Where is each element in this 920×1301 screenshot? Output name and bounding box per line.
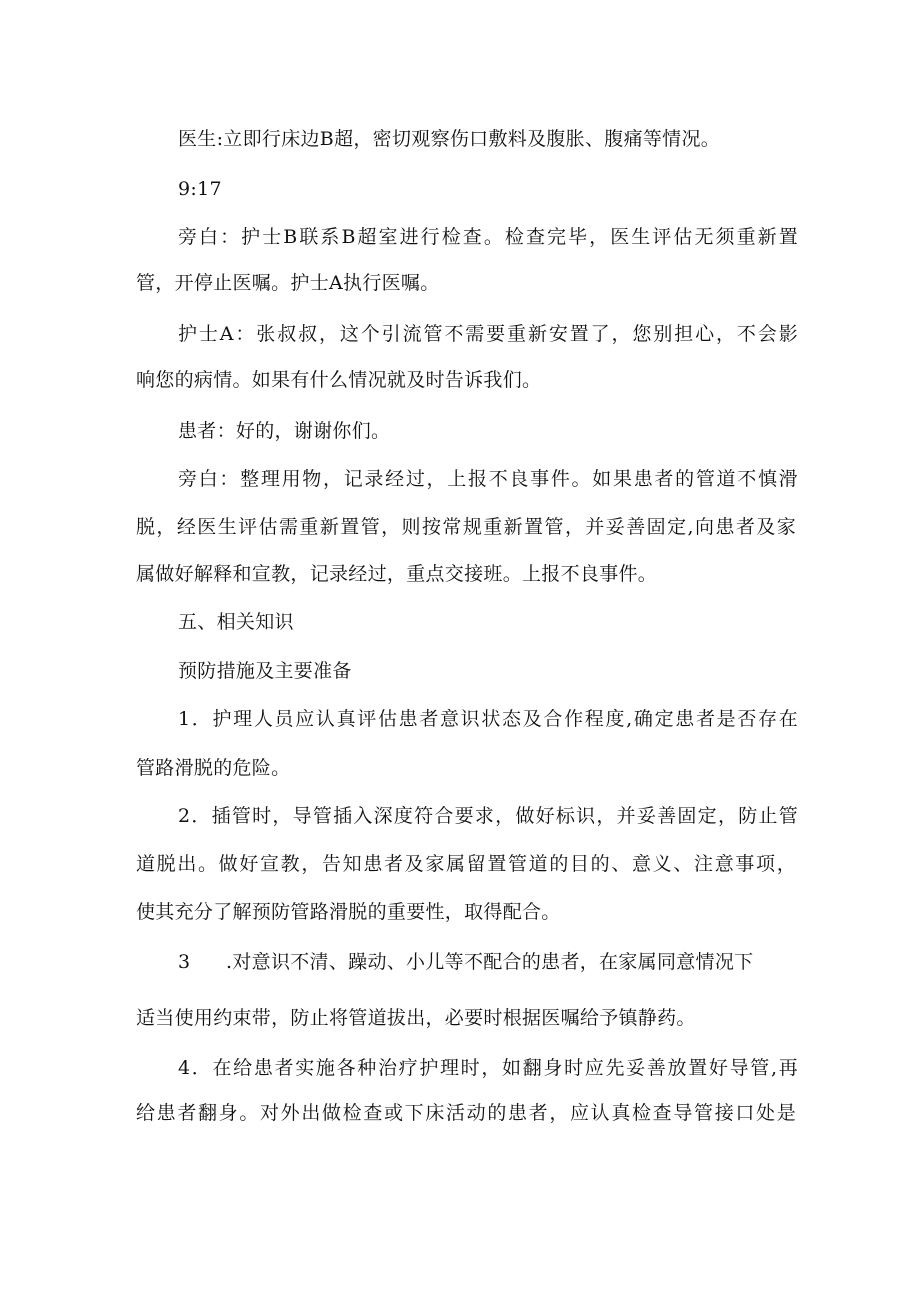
section-heading: 五、相关知识 <box>178 611 294 633</box>
item-3-line-2: 适当使用约束带，防止将管道拔出，必要时根据医嘱给予镇静药。 <box>136 1007 696 1029</box>
item-2-line-1: 2．插管时，导管插入深度符合要求，做好标识，并妥善固定，防止管 <box>178 805 798 827</box>
text-line-narration-2a: 旁白：整理用物，记录经过，上报不良事件。如果患者的管道不慎滑 <box>178 468 798 490</box>
item-3-line-1 <box>178 950 798 974</box>
item-2-line-2: 道脱出。做好宣教，告知患者及家属留置管道的目的、意义、注意事项， <box>136 853 796 875</box>
item-4-line-1: 4．在给患者实施各种治疗护理时，如翻身时应先妥善放置好导管,再 <box>178 1057 798 1079</box>
subsection-heading: 预防措施及主要准备 <box>178 660 352 682</box>
item-2-line-3: 使其充分了解预防管路滑脱的重要性，取得配合。 <box>136 901 561 923</box>
text-line-narration-2b: 脱，经医生评估需重新置管，则按常规重新置管，并妥善固定,向患者及家 <box>136 516 796 538</box>
item-1-line-2: 管路滑脱的危险。 <box>136 757 291 779</box>
text-line-doctor-order: 医生:立即行床边B超，密切观察伤口敷料及腹胀、腹痛等情况。 <box>178 128 721 150</box>
item-3-number: 3 <box>178 951 191 973</box>
text-line-patient: 患者：好的，谢谢你们。 <box>178 420 391 442</box>
text-line-narration-1a: 旁白：护士B联系B超室进行检查。检查完毕，医生评估无须重新置 <box>178 226 798 248</box>
text-line-narration-2c: 属做好解释和宣教，记录经过，重点交接班。上报不良事件。 <box>136 563 658 585</box>
text-line-nurse-a-1: 护士A：张叔叔，这个引流管不需要重新安置了，您别担心，不会影 <box>178 323 798 345</box>
item-3-text: .对意识不清、躁动、小儿等不配合的患者，在家属同意情况下 <box>226 951 754 973</box>
text-line-narration-1b: 管，开停止医嘱。护士A执行医嘱。 <box>136 272 440 294</box>
text-line-nurse-a-2: 响您的病情。如果有什么情况就及时告诉我们。 <box>136 369 542 391</box>
item-1-line-1: 1．护理人员应认真评估患者意识状态及合作程度,确定患者是否存在 <box>178 708 798 730</box>
text-line-time: 9:17 <box>178 178 222 200</box>
item-4-line-2: 给患者翻身。对外出做检查或下床活动的患者，应认真检查导管接口处是 <box>136 1102 796 1124</box>
